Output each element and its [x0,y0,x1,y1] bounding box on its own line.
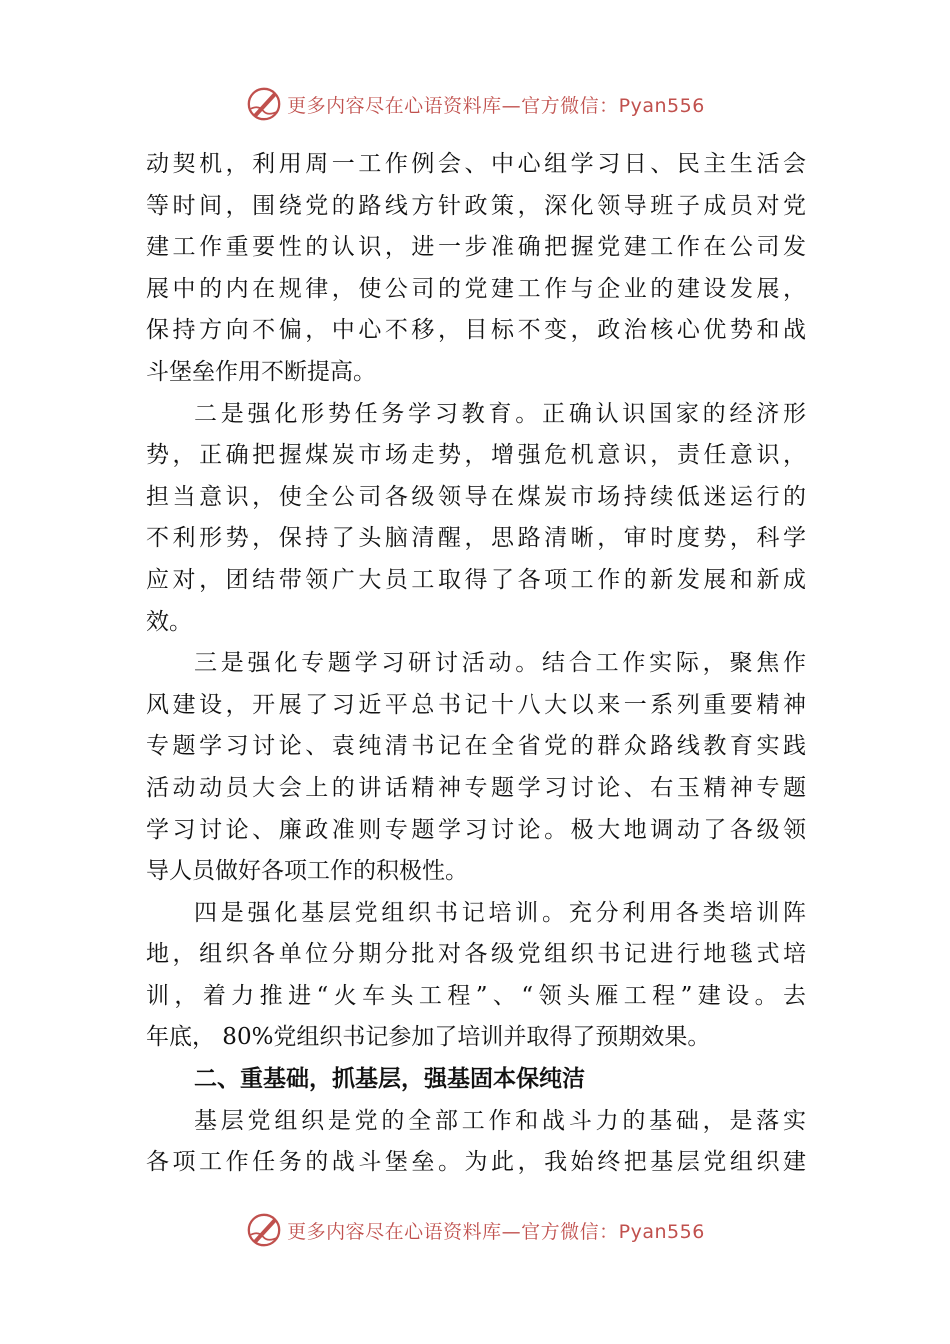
body-line: 展中的内在规律，使公司的党建工作与企业的建设发展， [146,275,806,302]
body-line: 年底， 80%党组织书记参加了培训并取得了预期效果。 [146,1024,711,1051]
document-body [146,144,806,1184]
paragraph-start-line: 三是强化专题学习研讨活动。结合工作实际，聚焦作 [194,650,806,677]
header-banner [0,82,950,126]
pen-logo-icon [245,1211,283,1249]
header-banner-text: 更多内容尽在心语资料库—官方微信：Pyan556 [287,94,705,117]
body-line: 专题学习讨论、袁纯清书记在全省党的群众路线教育实践 [146,733,806,760]
body-line: 建工作重要性的认识，进一步准确把握党建工作在公司发 [146,234,806,261]
body-line: 训，着力推进“火车头工程”、“领头雁工程”建设。去 [146,982,806,1009]
body-line: 担当意识，使全公司各级领导在煤炭市场持续低迷运行的 [146,483,806,510]
body-line: 势，正确把握煤炭市场走势，增强危机意识，责任意识， [146,442,806,469]
body-line: 不利形势，保持了头脑清醒，思路清晰，审时度势，科学 [146,525,806,552]
body-line: 风建设，开展了习近平总书记十八大以来一系列重要精神 [146,691,806,718]
footer-banner-text: 更多内容尽在心语资料库—官方微信：Pyan556 [287,1220,705,1243]
footer-banner [0,1208,950,1252]
body-line: 斗堡垒作用不断提高。 [146,358,376,385]
section-heading: 二、重基础，抓基层，强基固本保纯洁 [194,1066,585,1093]
body-line: 等时间，围绕党的路线方针政策，深化领导班子成员对党 [146,192,806,219]
body-line: 各项工作任务的战斗堡垒。为此，我始终把基层党组织建 [146,1149,806,1176]
body-line: 应对，团结带领广大员工取得了各项工作的新发展和新成 [146,566,806,593]
paragraph-start-line: 二是强化形势任务学习教育。正确认识国家的经济形 [194,400,806,427]
body-line: 保持方向不偏，中心不移，目标不变，政治核心优势和战 [146,317,806,344]
body-line: 地，组织各单位分期分批对各级党组织书记进行地毯式培 [146,941,806,968]
paragraph-start-line: 基层党组织是党的全部工作和战斗力的基础，是落实 [194,1107,806,1134]
body-line: 动契机，利用周一工作例会、中心组学习日、民主生活会 [146,151,806,177]
body-line: 导人员做好各项工作的积极性。 [146,858,468,885]
body-line: 效。 [146,608,192,635]
pen-logo-icon [245,85,283,123]
body-line: 学习讨论、廉政准则专题学习讨论。极大地调动了各级领 [146,816,806,843]
body-line: 活动动员大会上的讲话精神专题学习讨论、右玉精神专题 [146,774,806,801]
paragraph-start-line: 四是强化基层党组织书记培训。充分利用各类培训阵 [194,899,806,926]
